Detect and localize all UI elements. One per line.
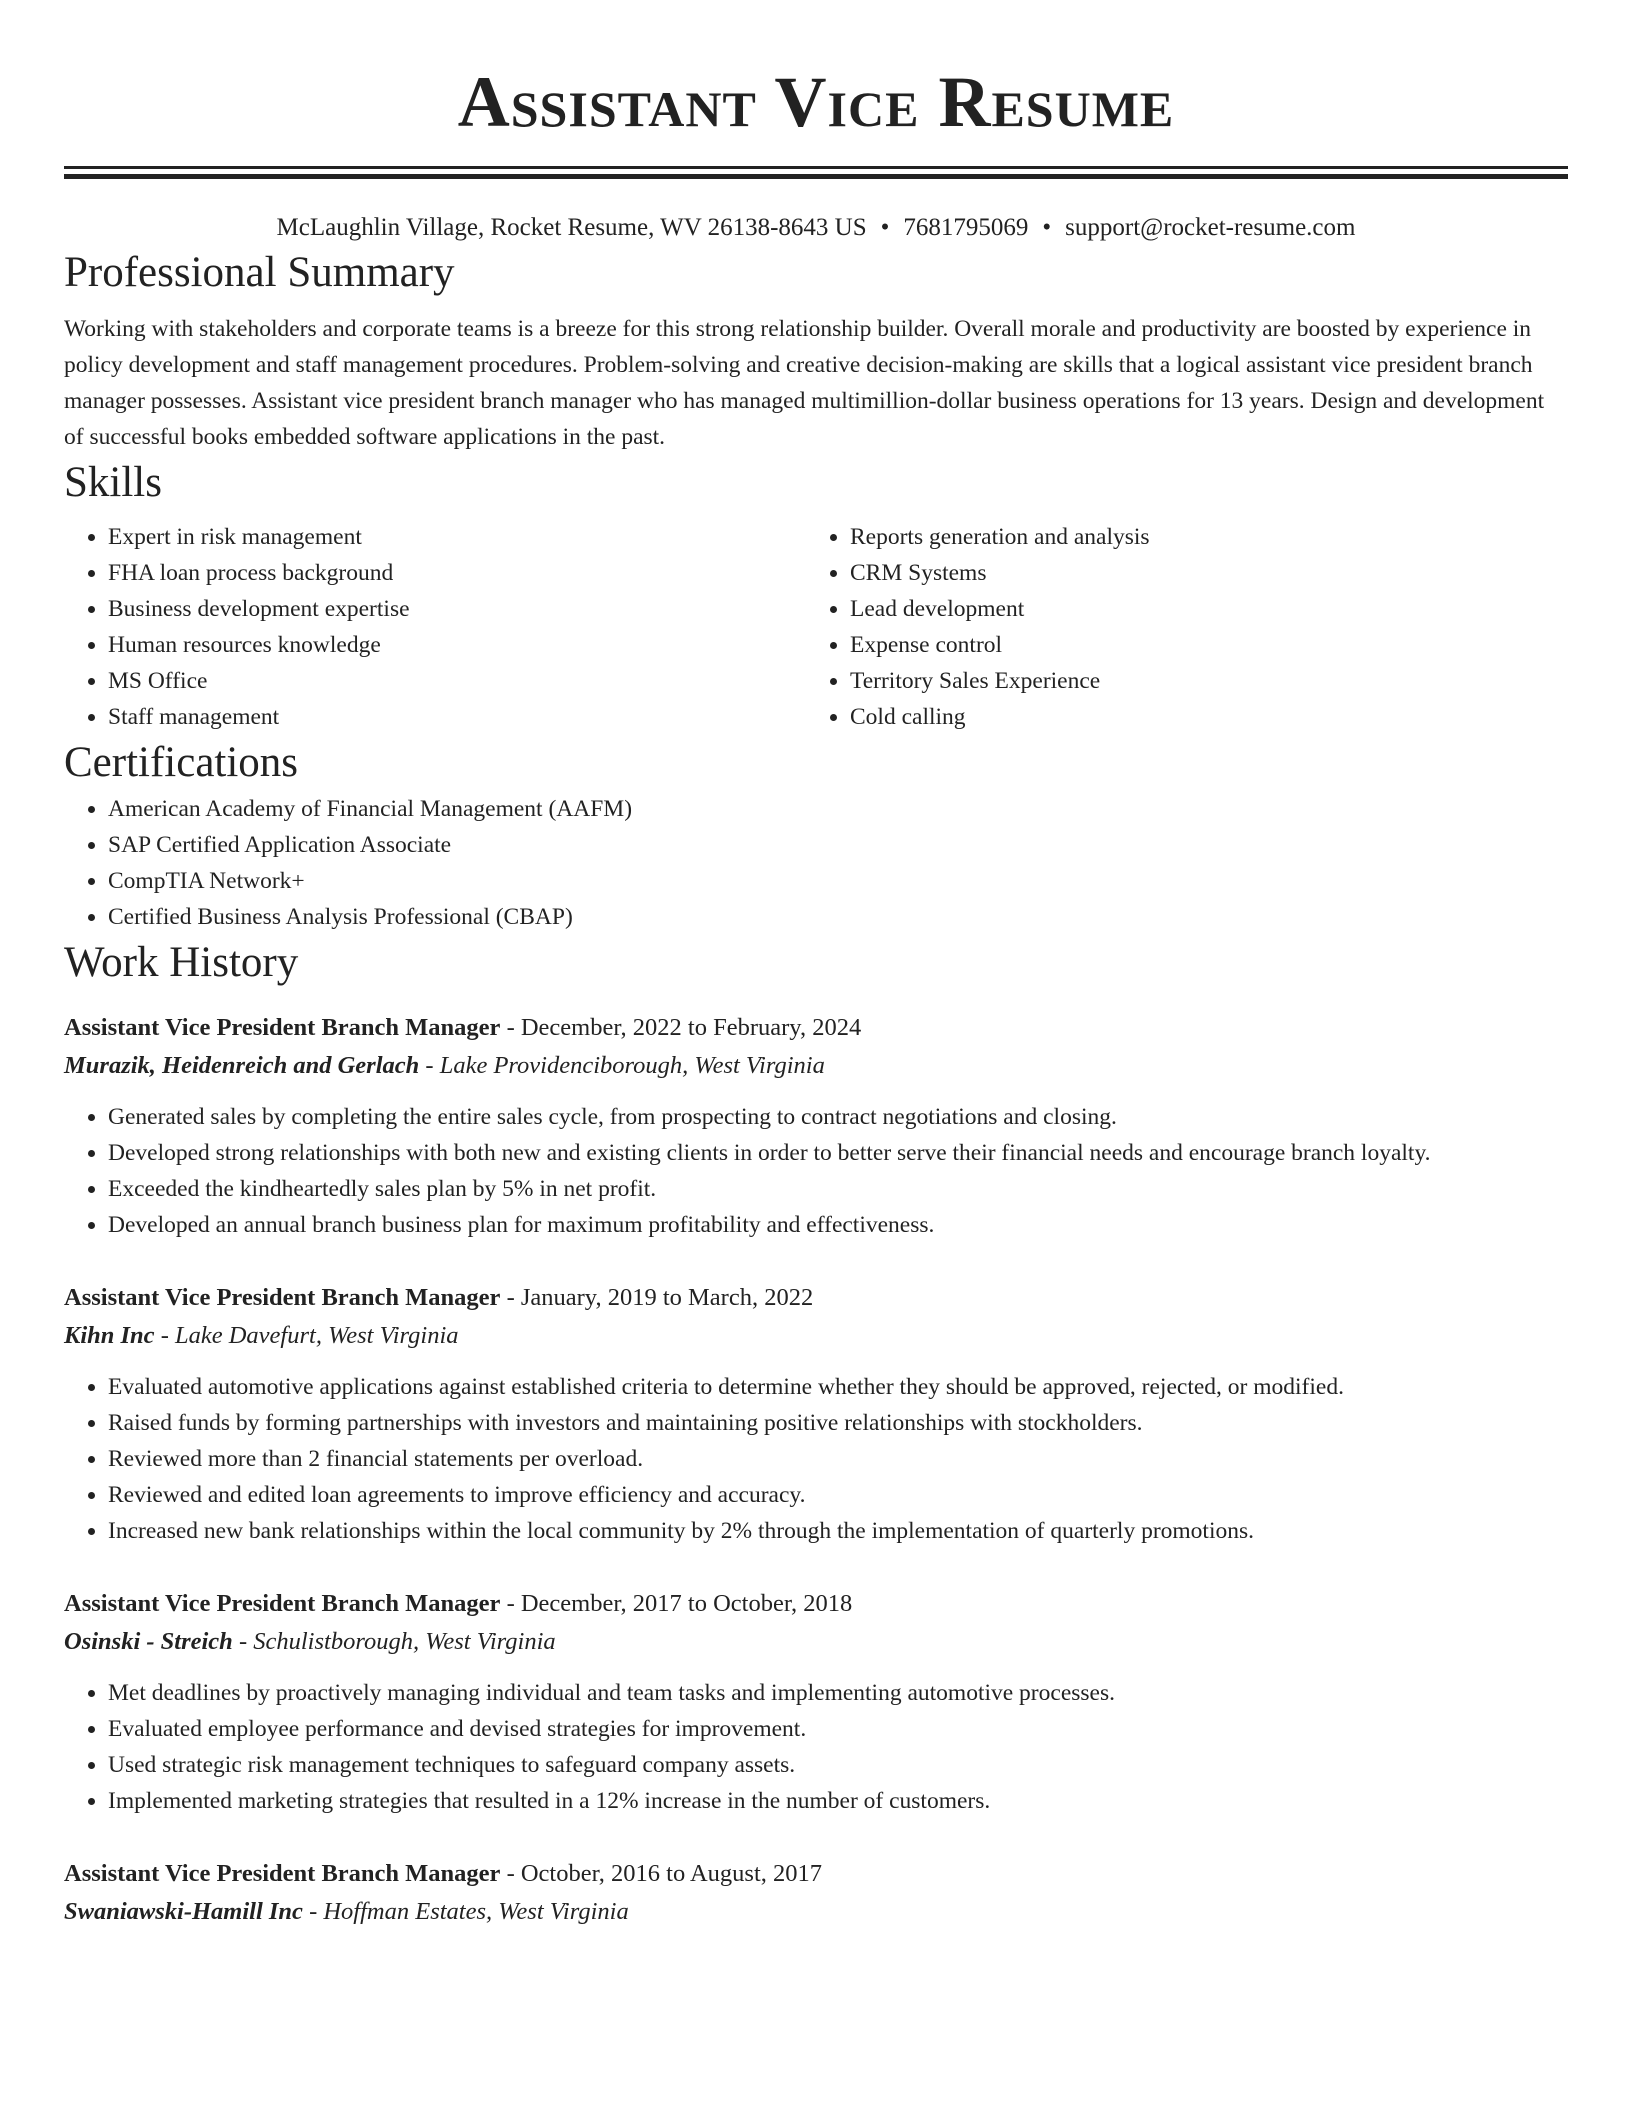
job-bullet: • Generated sales by completing the entire sales cycle, from prospecting to contract negotiations and closing. — [108, 1099, 1568, 1135]
job-dates: December, 2022 to February, 2024 — [520, 1014, 862, 1041]
job-company: Swaniawski-Hamill Inc — [64, 1898, 303, 1925]
job-location: Lake Davefurt, West Virginia — [174, 1322, 459, 1349]
contact-phone: 7681795069 — [903, 214, 1029, 241]
job-dash: - — [302, 1898, 324, 1925]
job-bullet: • Evaluated employee performance and devised strategies for improvement. — [108, 1711, 1568, 1747]
skills-column-left — [64, 519, 806, 735]
job-company: Murazik, Heidenreich and Gerlach — [64, 1052, 420, 1079]
skill-item: • Staff management — [108, 699, 806, 735]
job-bullets — [64, 1099, 1568, 1243]
certification-item: • American Academy of Financial Management (AAFM) — [108, 791, 1568, 827]
job-company-line — [64, 1317, 1568, 1355]
job-dash: - — [500, 1014, 521, 1041]
resume-name: Assistant Vice Resume — [457, 62, 1175, 142]
job-dash: - — [500, 1590, 521, 1617]
job-bullet: • Met deadlines by proactively managing individual and team tasks and implementing automotive processes. — [108, 1675, 1568, 1711]
job-company: Osinski - Streich — [64, 1628, 233, 1655]
contact-line — [64, 211, 1568, 245]
job-dates: October, 2016 to August, 2017 — [520, 1860, 823, 1887]
job-bullets — [64, 1675, 1568, 1819]
work-history-heading: Work History — [64, 939, 299, 986]
job-dates: December, 2017 to October, 2018 — [520, 1590, 853, 1617]
contact-separator: • — [880, 214, 890, 241]
job-company: Kihn Inc — [64, 1322, 155, 1349]
skill-item: • CRM Systems — [850, 555, 1548, 591]
job-entry — [64, 1855, 1568, 1931]
job-bullets — [64, 1369, 1568, 1549]
job-bullet: • Developed an annual branch business plan for maximum profitability and effectiveness. — [108, 1207, 1568, 1243]
job-company-line — [64, 1623, 1568, 1661]
job-company-line — [64, 1893, 1568, 1931]
skill-item: • Human resources knowledge — [108, 627, 806, 663]
skills-list-right — [806, 519, 1548, 735]
job-bullet: • Implemented marketing strategies that resulted in a 12% increase in the number of customers. — [108, 1783, 1568, 1819]
job-title: Assistant Vice President Branch Manager — [64, 1284, 501, 1311]
skill-item: • Cold calling — [850, 699, 1548, 735]
job-title: Assistant Vice President Branch Manager — [64, 1014, 501, 1041]
job-dash: - — [419, 1052, 440, 1079]
skills-heading: Skills — [64, 459, 162, 506]
job-location: Lake Providenciborough, West Virginia — [439, 1052, 825, 1079]
skill-item: • Expense control — [850, 627, 1548, 663]
summary-heading: Professional Summary — [64, 249, 455, 296]
certification-item: • SAP Certified Application Associate — [108, 827, 1568, 863]
job-company-line — [64, 1047, 1568, 1085]
skill-item: • MS Office — [108, 663, 806, 699]
job-dash: - — [154, 1322, 175, 1349]
job-title-line — [64, 1855, 1568, 1893]
job-location: Schulistborough, West Virginia — [253, 1628, 556, 1655]
skills-column-right — [806, 519, 1548, 735]
skills-list-left — [64, 519, 806, 735]
job-bullet: • Developed strong relationships with both new and existing clients in order to better serve their financial needs and encourage branch loyalty. — [108, 1135, 1568, 1171]
skill-item: • FHA loan process background — [108, 555, 806, 591]
job-bullet: • Evaluated automotive applications against established criteria to determine whether they should be approved, rejected, or modified. — [108, 1369, 1568, 1405]
job-entry — [64, 1585, 1568, 1819]
job-entry — [64, 1279, 1568, 1549]
contact-separator: • — [1042, 214, 1052, 241]
job-title: Assistant Vice President Branch Manager — [64, 1860, 501, 1887]
skill-item: • Territory Sales Experience — [850, 663, 1548, 699]
job-dash: - — [500, 1860, 521, 1887]
job-bullet: • Exceeded the kindheartedly sales plan by 5% in net profit. — [108, 1171, 1568, 1207]
skills-grid — [64, 519, 1568, 735]
job-bullet: • Increased new bank relationships within the local community by 2% through the implementation of quarterly promotions. — [108, 1513, 1568, 1549]
job-dates: January, 2019 to March, 2022 — [520, 1284, 814, 1311]
certification-item: • Certified Business Analysis Professional (CBAP) — [108, 899, 1568, 935]
job-title-line — [64, 1585, 1568, 1623]
header-double-rule — [64, 166, 1568, 179]
job-bullet: • Used strategic risk management techniques to safeguard company assets. — [108, 1747, 1568, 1783]
job-dash: - — [500, 1284, 521, 1311]
certifications-list — [64, 791, 1568, 935]
certification-item: • CompTIA Network+ — [108, 863, 1568, 899]
certifications-heading: Certifications — [64, 739, 299, 786]
job-location: Hoffman Estates, West Virginia — [323, 1898, 629, 1925]
job-bullet: • Reviewed and edited loan agreements to improve efficiency and accuracy. — [108, 1477, 1568, 1513]
contact-email: support@rocket-resume.com — [1065, 214, 1356, 241]
skill-item: • Expert in risk management — [108, 519, 806, 555]
skill-item: • Reports generation and analysis — [850, 519, 1548, 555]
contact-address: McLaughlin Village, Rocket Resume, WV 26138-8643 US — [276, 214, 867, 241]
job-entry — [64, 1009, 1568, 1243]
summary-text: Working with stakeholders and corporate teams is a breeze for this strong relationship builder. Overall morale and productivity are boosted by experience in policy development and staff management procedures. Problem-solving and creative decision-making are skills that a logical assistant vice president branch manager possesses. Assistant vice president branch manager who has managed multimillion-dollar business operations for 13 years. Design and development of successful books embedded software applications in the past. — [64, 316, 1545, 450]
job-title: Assistant Vice President Branch Manager — [64, 1590, 501, 1617]
job-dash: - — [232, 1628, 254, 1655]
job-bullet: • Raised funds by forming partnerships with investors and maintaining positive relationships with stockholders. — [108, 1405, 1568, 1441]
skill-item: • Business development expertise — [108, 591, 806, 627]
job-bullet: • Reviewed more than 2 financial statements per overload. — [108, 1441, 1568, 1477]
job-title-line — [64, 1009, 1568, 1047]
job-title-line — [64, 1279, 1568, 1317]
skill-item: • Lead development — [850, 591, 1548, 627]
